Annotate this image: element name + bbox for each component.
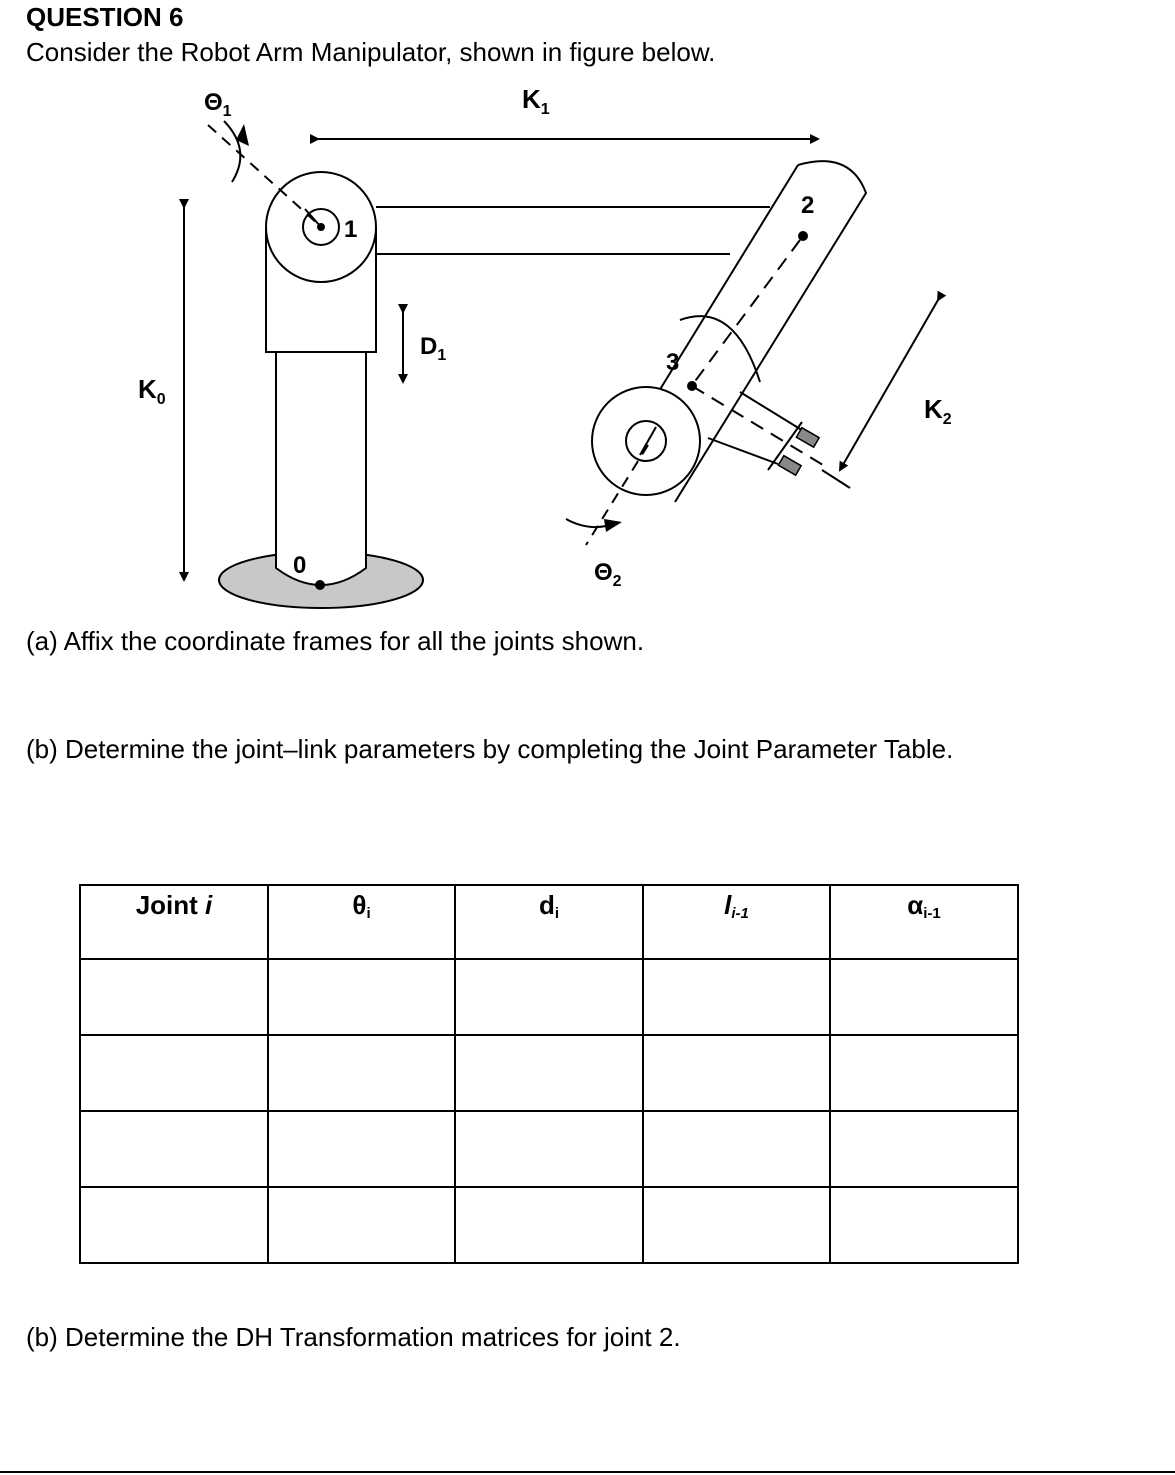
joint2-label: 2 [801, 192, 815, 219]
link2-upper [675, 161, 866, 502]
link1 [376, 207, 770, 254]
part-c-text: (b) Determine the DH Transformation matrices for joint 2. [26, 1322, 681, 1352]
table-cell [268, 1111, 455, 1187]
table-cell [80, 1187, 268, 1263]
theta1-label: $\Theta_1$ [204, 89, 232, 120]
column [276, 352, 366, 585]
joint3-label: 3 [666, 349, 680, 376]
table-row [80, 959, 1018, 1035]
joint0-label: 0 [293, 552, 307, 579]
table-cell [830, 1035, 1018, 1111]
joint2-disk [592, 387, 700, 495]
question-intro: Consider the Robot Arm Manipulator, shown in figure below. [26, 37, 716, 67]
table-cell [830, 1187, 1018, 1263]
table-cell [268, 959, 455, 1035]
table-row [80, 1035, 1018, 1111]
table-header-row [80, 885, 1018, 959]
table-cell [455, 1187, 643, 1263]
table-cell [268, 1035, 455, 1111]
question-title: QUESTION 6 [26, 2, 184, 32]
table-cell [80, 1035, 268, 1111]
table-cell [455, 959, 643, 1035]
k2-dimension [840, 300, 938, 470]
header-l: $l_{i-1}$ [643, 885, 830, 959]
table-row [80, 1187, 1018, 1263]
part-b-text: (b) Determine the joint–link parameters by completing the Joint Parameter Table. [26, 734, 954, 764]
joint1-label: 1 [344, 216, 358, 243]
header-theta: $\theta_i$ [268, 885, 455, 959]
gripper-arm [708, 392, 805, 464]
table-row [80, 1111, 1018, 1187]
table-cell [643, 1035, 830, 1111]
page-bottom-rule [0, 1471, 1175, 1473]
k1-label: $K_1$ [522, 84, 550, 118]
k0-label: $K_0$ [138, 374, 166, 408]
d1-label: $D_1$ [420, 333, 447, 364]
table-cell [830, 1111, 1018, 1187]
table-cell [643, 1111, 830, 1187]
table-cell [455, 1111, 643, 1187]
header-joint: Joint i [80, 885, 268, 959]
table-cell [643, 1187, 830, 1263]
theta2-label: $\Theta_2$ [594, 559, 622, 590]
table-cell [643, 959, 830, 1035]
part-a-text: (a) Affix the coordinate frames for all the joints shown. [26, 626, 645, 656]
table-cell [455, 1035, 643, 1111]
table-cell [830, 959, 1018, 1035]
header-alpha: $\alpha_{i-1}$ [830, 885, 1018, 959]
table-cell [80, 959, 268, 1035]
k2-label: $K_2$ [924, 394, 952, 428]
joint-parameter-table [79, 884, 1019, 1264]
table-cell [268, 1187, 455, 1263]
table-cell [80, 1111, 268, 1187]
robot-arm-figure [0, 70, 1175, 630]
header-d: $d_i$ [455, 885, 643, 959]
